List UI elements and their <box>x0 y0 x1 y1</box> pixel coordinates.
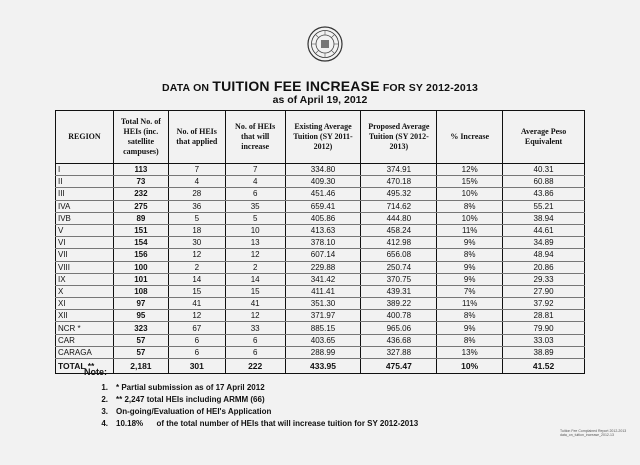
cell-heis-applied: 12 <box>168 310 225 322</box>
header-heis-applied: No. of HEIs that applied <box>168 111 225 164</box>
cell-total-heis: 151 <box>113 224 168 236</box>
cell-heis-will-increase: 5 <box>225 212 285 224</box>
cell-heis-will-increase: 10 <box>225 224 285 236</box>
cell-total-heis: 100 <box>113 261 168 273</box>
cell-percent-increase: 8% <box>437 310 503 322</box>
cell-percent-increase: 9% <box>437 261 503 273</box>
cell-heis-applied: 41 <box>168 298 225 310</box>
cell-heis-applied: 6 <box>168 346 225 358</box>
cell-proposed-tuition: 436.68 <box>361 334 437 346</box>
cell-region: V <box>56 224 114 236</box>
cell-percent-increase: 11% <box>437 224 503 236</box>
table-row <box>56 224 585 236</box>
table-row <box>56 200 585 212</box>
cell-peso-equivalent: 27.90 <box>503 285 585 297</box>
table-header-row <box>56 111 585 164</box>
cell-existing-tuition: 433.95 <box>285 359 361 374</box>
cell-total-heis: 108 <box>113 285 168 297</box>
cell-percent-increase: 8% <box>437 200 503 212</box>
cell-peso-equivalent: 38.89 <box>503 346 585 358</box>
cell-region: IVB <box>56 212 114 224</box>
cell-existing-tuition: 378.10 <box>285 237 361 249</box>
cell-peso-equivalent: 41.52 <box>503 359 585 374</box>
cell-percent-increase: 11% <box>437 298 503 310</box>
cell-peso-equivalent: 55.21 <box>503 200 585 212</box>
cell-existing-tuition: 411.41 <box>285 285 361 297</box>
cell-proposed-tuition: 439.31 <box>361 285 437 297</box>
cell-heis-will-increase: 222 <box>225 359 285 374</box>
notes-heading: Note: <box>84 367 107 377</box>
cell-heis-will-increase: 13 <box>225 237 285 249</box>
cell-peso-equivalent: 33.03 <box>503 334 585 346</box>
cell-heis-applied: 2 <box>168 261 225 273</box>
cell-heis-will-increase: 35 <box>225 200 285 212</box>
table-row <box>56 164 585 176</box>
cell-heis-will-increase: 12 <box>225 310 285 322</box>
cell-total-heis: 101 <box>113 273 168 285</box>
table-row <box>56 310 585 322</box>
cell-proposed-tuition: 470.18 <box>361 176 437 188</box>
cell-heis-applied: 30 <box>168 237 225 249</box>
cell-heis-will-increase: 6 <box>225 334 285 346</box>
cell-total-heis: 2,181 <box>113 359 168 374</box>
cell-heis-will-increase: 12 <box>225 249 285 261</box>
header-peso-equivalent: Average Peso Equivalent <box>503 111 585 164</box>
cell-heis-applied: 36 <box>168 200 225 212</box>
cell-total-heis: 154 <box>113 237 168 249</box>
cell-region: III <box>56 188 114 200</box>
cell-heis-will-increase: 6 <box>225 188 285 200</box>
cell-percent-increase: 10% <box>437 359 503 374</box>
note-item: 4. 10.18% of the total number of HEIs that will increase tuition for SY 2012-2013 <box>101 419 419 428</box>
cell-proposed-tuition: 327.88 <box>361 346 437 358</box>
cell-total-heis: 323 <box>113 322 168 334</box>
note-item: 2. ** 2,247 total HEIs including ARMM (66) <box>101 395 265 404</box>
cell-proposed-tuition: 400.78 <box>361 310 437 322</box>
cell-region: XI <box>56 298 114 310</box>
cell-proposed-tuition: 458.24 <box>361 224 437 236</box>
note-item: 1. * Partial submission as of 17 April 2012 <box>101 383 265 392</box>
cell-peso-equivalent: 38.94 <box>503 212 585 224</box>
cell-region: II <box>56 176 114 188</box>
header-heis-will-increase: No. of HEIs that will increase <box>225 111 285 164</box>
cell-peso-equivalent: 40.31 <box>503 164 585 176</box>
cell-existing-tuition: 451.46 <box>285 188 361 200</box>
cell-percent-increase: 8% <box>437 334 503 346</box>
cell-existing-tuition: 371.97 <box>285 310 361 322</box>
cell-region: VIII <box>56 261 114 273</box>
cell-proposed-tuition: 656.08 <box>361 249 437 261</box>
cell-total-heis: 113 <box>113 164 168 176</box>
cell-proposed-tuition: 965.06 <box>361 322 437 334</box>
table-row <box>56 285 585 297</box>
cell-proposed-tuition: 250.74 <box>361 261 437 273</box>
cell-region: IVA <box>56 200 114 212</box>
cell-heis-applied: 5 <box>168 212 225 224</box>
cell-percent-increase: 10% <box>437 188 503 200</box>
cell-heis-applied: 6 <box>168 334 225 346</box>
cell-heis-applied: 4 <box>168 176 225 188</box>
cell-total-heis: 232 <box>113 188 168 200</box>
cell-region: VII <box>56 249 114 261</box>
cell-existing-tuition: 607.14 <box>285 249 361 261</box>
table-row <box>56 298 585 310</box>
header-existing-tuition: Existing Average Tuition (SY 2011-2012) <box>285 111 361 164</box>
cell-region: XII <box>56 310 114 322</box>
document-title: DATA ON TUITION FEE INCREASE FOR SY 2012-2013 <box>161 78 479 94</box>
cell-peso-equivalent: 20.86 <box>503 261 585 273</box>
cell-region: VI <box>56 237 114 249</box>
cell-existing-tuition: 351.30 <box>285 298 361 310</box>
footer-file-reference: Tuition Fee Complained Report 2012-2013 data_on_tuition_increase_2012-13 <box>560 429 627 437</box>
header-proposed-tuition: Proposed Average Tuition (SY 2012-2013) <box>361 111 437 164</box>
cell-percent-increase: 9% <box>437 237 503 249</box>
cell-peso-equivalent: 60.88 <box>503 176 585 188</box>
cell-heis-will-increase: 14 <box>225 273 285 285</box>
cell-region: NCR * <box>56 322 114 334</box>
table-row <box>56 346 585 358</box>
cell-percent-increase: 13% <box>437 346 503 358</box>
cell-heis-applied: 14 <box>168 273 225 285</box>
cell-peso-equivalent: 29.33 <box>503 273 585 285</box>
table-row <box>56 334 585 346</box>
cell-heis-applied: 12 <box>168 249 225 261</box>
cell-heis-applied: 301 <box>168 359 225 374</box>
cell-percent-increase: 9% <box>437 273 503 285</box>
cell-peso-equivalent: 44.61 <box>503 224 585 236</box>
cell-region: I <box>56 164 114 176</box>
cell-existing-tuition: 288.99 <box>285 346 361 358</box>
cell-heis-will-increase: 41 <box>225 298 285 310</box>
cell-heis-will-increase: 7 <box>225 164 285 176</box>
cell-region: CARAGA <box>56 346 114 358</box>
cell-proposed-tuition: 475.47 <box>361 359 437 374</box>
cell-heis-applied: 15 <box>168 285 225 297</box>
header-region: REGION <box>56 111 114 164</box>
table-row <box>56 237 585 249</box>
cell-percent-increase: 7% <box>437 285 503 297</box>
note-item: 3. On-going/Evaluation of HEI's Application <box>101 407 272 416</box>
cell-peso-equivalent: 48.94 <box>503 249 585 261</box>
notes-section <box>84 367 418 431</box>
cell-peso-equivalent: 34.89 <box>503 237 585 249</box>
cell-percent-increase: 10% <box>437 212 503 224</box>
cell-heis-will-increase: 15 <box>225 285 285 297</box>
cell-percent-increase: 8% <box>437 249 503 261</box>
cell-heis-will-increase: 6 <box>225 346 285 358</box>
cell-proposed-tuition: 412.98 <box>361 237 437 249</box>
table-row <box>56 249 585 261</box>
cell-heis-applied: 18 <box>168 224 225 236</box>
cell-existing-tuition: 229.88 <box>285 261 361 273</box>
table-row <box>56 212 585 224</box>
cell-region: X <box>56 285 114 297</box>
cell-total-heis: 73 <box>113 176 168 188</box>
cell-proposed-tuition: 495.32 <box>361 188 437 200</box>
cell-peso-equivalent: 37.92 <box>503 298 585 310</box>
cell-percent-increase: 9% <box>437 322 503 334</box>
header-percent-increase: % Increase <box>437 111 503 164</box>
cell-peso-equivalent: 28.81 <box>503 310 585 322</box>
cell-heis-applied: 67 <box>168 322 225 334</box>
cell-heis-applied: 7 <box>168 164 225 176</box>
cell-peso-equivalent: 43.86 <box>503 188 585 200</box>
cell-existing-tuition: 885.15 <box>285 322 361 334</box>
cell-existing-tuition: 409.30 <box>285 176 361 188</box>
cell-existing-tuition: 341.42 <box>285 273 361 285</box>
header-total-heis: Total No. of HEIs (inc. satellite campuses) <box>113 111 168 164</box>
cell-region: TOTAL ** <box>56 359 114 374</box>
table-row <box>56 261 585 273</box>
cell-total-heis: 57 <box>113 334 168 346</box>
cell-region: CAR <box>56 334 114 346</box>
cell-heis-applied: 28 <box>168 188 225 200</box>
cell-proposed-tuition: 444.80 <box>361 212 437 224</box>
cell-total-heis: 97 <box>113 298 168 310</box>
cell-total-heis: 89 <box>113 212 168 224</box>
table-row <box>56 322 585 334</box>
cell-total-heis: 275 <box>113 200 168 212</box>
cell-existing-tuition: 659.41 <box>285 200 361 212</box>
cell-proposed-tuition: 374.91 <box>361 164 437 176</box>
cell-heis-will-increase: 33 <box>225 322 285 334</box>
document-subtitle: as of April 19, 2012 <box>272 94 368 106</box>
cell-existing-tuition: 405.86 <box>285 212 361 224</box>
cell-existing-tuition: 413.63 <box>285 224 361 236</box>
table-row <box>56 273 585 285</box>
cell-proposed-tuition: 389.22 <box>361 298 437 310</box>
cell-heis-will-increase: 4 <box>225 176 285 188</box>
cell-total-heis: 95 <box>113 310 168 322</box>
cell-total-heis: 57 <box>113 346 168 358</box>
cell-region: IX <box>56 273 114 285</box>
table-row <box>56 176 585 188</box>
cell-peso-equivalent: 79.90 <box>503 322 585 334</box>
cell-existing-tuition: 334.80 <box>285 164 361 176</box>
cell-proposed-tuition: 714.62 <box>361 200 437 212</box>
cell-total-heis: 156 <box>113 249 168 261</box>
cell-heis-will-increase: 2 <box>225 261 285 273</box>
table-row <box>56 188 585 200</box>
cell-percent-increase: 15% <box>437 176 503 188</box>
cell-percent-increase: 12% <box>437 164 503 176</box>
ched-seal-logo <box>307 26 343 62</box>
cell-proposed-tuition: 370.75 <box>361 273 437 285</box>
tuition-table <box>55 110 585 374</box>
cell-existing-tuition: 403.65 <box>285 334 361 346</box>
